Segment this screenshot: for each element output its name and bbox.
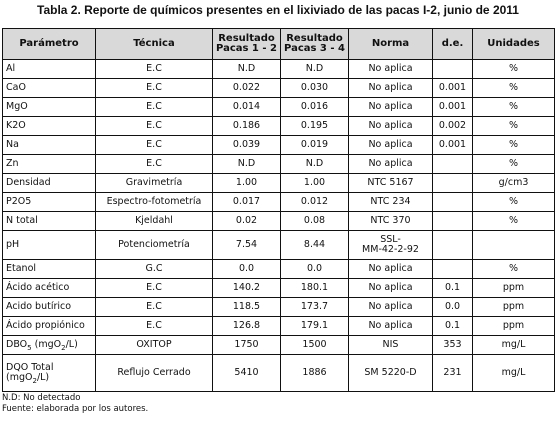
cell-norma: No aplica <box>349 279 433 298</box>
cell-resultado-1-2: 126.8 <box>213 317 281 336</box>
cell-resultado-1-2: 1.00 <box>213 174 281 193</box>
header-res34-line2: Pacas 3 - 4 <box>284 43 345 54</box>
cell-de: 0.001 <box>433 98 473 117</box>
table-title: Tabla 2. Reporte de químicos presentes en el lixiviado de las pacas I-2, junio de 2011 <box>37 3 519 17</box>
cell-de: 0.1 <box>433 279 473 298</box>
cell-norma: No aplica <box>349 98 433 117</box>
cell-tecnica: Espectro-fotometría <box>96 193 213 212</box>
cell-de: 0.001 <box>433 136 473 155</box>
cell-unidades: % <box>473 117 555 136</box>
cell-unidades: g/cm3 <box>473 174 555 193</box>
cell-resultado-1-2: 140.2 <box>213 279 281 298</box>
cell-resultado-1-2: 0.0 <box>213 260 281 279</box>
cell-resultado-1-2: 5410 <box>213 355 281 392</box>
table-row <box>3 231 555 260</box>
cell-de <box>433 60 473 79</box>
cell-resultado-3-4: 0.195 <box>281 117 349 136</box>
cell-parametro: Na <box>3 136 96 155</box>
cell-resultado-3-4: 1500 <box>281 336 349 355</box>
cell-tecnica: E.C <box>96 136 213 155</box>
cell-de <box>433 212 473 231</box>
table-row <box>3 117 555 136</box>
cell-parametro: Al <box>3 60 96 79</box>
cell-resultado-3-4: 173.7 <box>281 298 349 317</box>
cell-norma: NTC 370 <box>349 212 433 231</box>
cell-unidades: % <box>473 155 555 174</box>
header-parametro: Parámetro <box>3 29 96 60</box>
cell-resultado-1-2: 0.022 <box>213 79 281 98</box>
cell-unidades: % <box>473 193 555 212</box>
table-row <box>3 298 555 317</box>
cell-tecnica: E.C <box>96 317 213 336</box>
cell-tecnica: E.C <box>96 155 213 174</box>
cell-norma: No aplica <box>349 117 433 136</box>
cell-tecnica: OXITOP <box>96 336 213 355</box>
header-de: d.e. <box>433 29 473 60</box>
cell-parametro: Acido butírico <box>3 298 96 317</box>
table-row <box>3 260 555 279</box>
cell-resultado-1-2: 118.5 <box>213 298 281 317</box>
cell-parametro: K2O <box>3 117 96 136</box>
cell-unidades <box>473 231 555 260</box>
table-row <box>3 355 555 392</box>
cell-de: 0.0 <box>433 298 473 317</box>
cell-parametro: $DBO_5$ (mgO$_2$/L) <box>3 336 96 355</box>
cell-resultado-1-2: 0.186 <box>213 117 281 136</box>
cell-resultado-1-2: 0.039 <box>213 136 281 155</box>
cell-unidades: % <box>473 79 555 98</box>
cell-parametro: pH <box>3 231 96 260</box>
cell-norma: NTC 234 <box>349 193 433 212</box>
header-res12-line1: Resultado <box>218 33 275 44</box>
table-row <box>3 79 555 98</box>
cell-unidades: % <box>473 98 555 117</box>
cell-resultado-3-4: 8.44 <box>281 231 349 260</box>
cell-parametro: Ácido propiónico <box>3 317 96 336</box>
cell-resultado-3-4: 0.0 <box>281 260 349 279</box>
cell-resultado-3-4: 180.1 <box>281 279 349 298</box>
cell-norma: SSL- MM-42-2-92 <box>349 231 433 260</box>
cell-unidades: % <box>473 136 555 155</box>
table-row <box>3 60 555 79</box>
cell-de <box>433 231 473 260</box>
cell-parametro: Etanol <box>3 260 96 279</box>
cell-tecnica: Potenciometría <box>96 231 213 260</box>
cell-de: 0.001 <box>433 79 473 98</box>
cell-tecnica: E.C <box>96 298 213 317</box>
cell-norma: No aplica <box>349 79 433 98</box>
cell-norma: No aplica <box>349 136 433 155</box>
cell-tecnica: E.C <box>96 60 213 79</box>
cell-norma: NIS <box>349 336 433 355</box>
cell-resultado-1-2: 1750 <box>213 336 281 355</box>
cell-resultado-3-4: 0.030 <box>281 79 349 98</box>
table-row <box>3 155 555 174</box>
cell-tecnica: E.C <box>96 279 213 298</box>
cell-unidades: ppm <box>473 279 555 298</box>
cell-de <box>433 260 473 279</box>
table-row <box>3 212 555 231</box>
cell-unidades: % <box>473 60 555 79</box>
cell-norma: No aplica <box>349 60 433 79</box>
cell-unidades: ppm <box>473 317 555 336</box>
cell-resultado-3-4: 0.08 <box>281 212 349 231</box>
cell-resultado-1-2: 7.54 <box>213 231 281 260</box>
cell-parametro: Ácido acético <box>3 279 96 298</box>
table-row <box>3 336 555 355</box>
cell-unidades: mg/L <box>473 355 555 392</box>
table-row <box>3 317 555 336</box>
cell-norma: No aplica <box>349 260 433 279</box>
table-row <box>3 279 555 298</box>
note-nd: N.D: No detectado <box>2 393 81 403</box>
header-unidades: Unidades <box>473 29 555 60</box>
cell-resultado-1-2: N.D <box>213 60 281 79</box>
cell-unidades: mg/L <box>473 336 555 355</box>
cell-tecnica: Reflujo Cerrado <box>96 355 213 392</box>
cell-de <box>433 174 473 193</box>
cell-tecnica: E.C <box>96 79 213 98</box>
cell-tecnica: Gravimetría <box>96 174 213 193</box>
cell-unidades: ppm <box>473 298 555 317</box>
cell-resultado-3-4: 0.016 <box>281 98 349 117</box>
cell-resultado-3-4: 0.019 <box>281 136 349 155</box>
header-norma: Norma <box>349 29 433 60</box>
cell-de: 0.002 <box>433 117 473 136</box>
cell-norma: No aplica <box>349 298 433 317</box>
cell-resultado-3-4: N.D <box>281 155 349 174</box>
cell-tecnica: E.C <box>96 117 213 136</box>
header-tecnica: Técnica <box>96 29 213 60</box>
cell-norma: No aplica <box>349 317 433 336</box>
cell-unidades: % <box>473 260 555 279</box>
table-notes <box>2 393 148 414</box>
cell-resultado-1-2: 0.014 <box>213 98 281 117</box>
table-row <box>3 98 555 117</box>
cell-parametro: CaO <box>3 79 96 98</box>
cell-norma: NTC 5167 <box>349 174 433 193</box>
cell-de: 0.1 <box>433 317 473 336</box>
cell-resultado-1-2: 0.02 <box>213 212 281 231</box>
header-res12-line2: Pacas 1 - 2 <box>216 43 277 54</box>
cell-de: 231 <box>433 355 473 392</box>
header-resultado-1-2 <box>213 29 281 60</box>
table-row <box>3 174 555 193</box>
cell-parametro: P2O5 <box>3 193 96 212</box>
header-row <box>3 29 555 60</box>
cell-tecnica: G.C <box>96 260 213 279</box>
chemicals-table <box>2 28 555 392</box>
cell-parametro: DQO Total (mgO$_2$/L) <box>3 355 96 392</box>
cell-de <box>433 193 473 212</box>
cell-tecnica: Kjeldahl <box>96 212 213 231</box>
cell-parametro: N total <box>3 212 96 231</box>
cell-resultado-3-4: 0.012 <box>281 193 349 212</box>
table-row <box>3 193 555 212</box>
header-resultado-3-4 <box>281 29 349 60</box>
cell-de <box>433 155 473 174</box>
cell-resultado-1-2: N.D <box>213 155 281 174</box>
cell-tecnica: E.C <box>96 98 213 117</box>
cell-resultado-3-4: N.D <box>281 60 349 79</box>
cell-norma: No aplica <box>349 155 433 174</box>
note-fuente: Fuente: elaborada por los autores. <box>2 403 149 414</box>
cell-resultado-3-4: 1.00 <box>281 174 349 193</box>
header-res34-line1: Resultado <box>286 33 343 44</box>
table-row <box>3 136 555 155</box>
cell-parametro: Zn <box>3 155 96 174</box>
cell-resultado-3-4: 179.1 <box>281 317 349 336</box>
cell-resultado-1-2: 0.017 <box>213 193 281 212</box>
cell-unidades: % <box>473 212 555 231</box>
cell-resultado-3-4: 1886 <box>281 355 349 392</box>
cell-parametro: Densidad <box>3 174 96 193</box>
cell-norma: SM 5220-D <box>349 355 433 392</box>
cell-de: 353 <box>433 336 473 355</box>
cell-parametro: MgO <box>3 98 96 117</box>
